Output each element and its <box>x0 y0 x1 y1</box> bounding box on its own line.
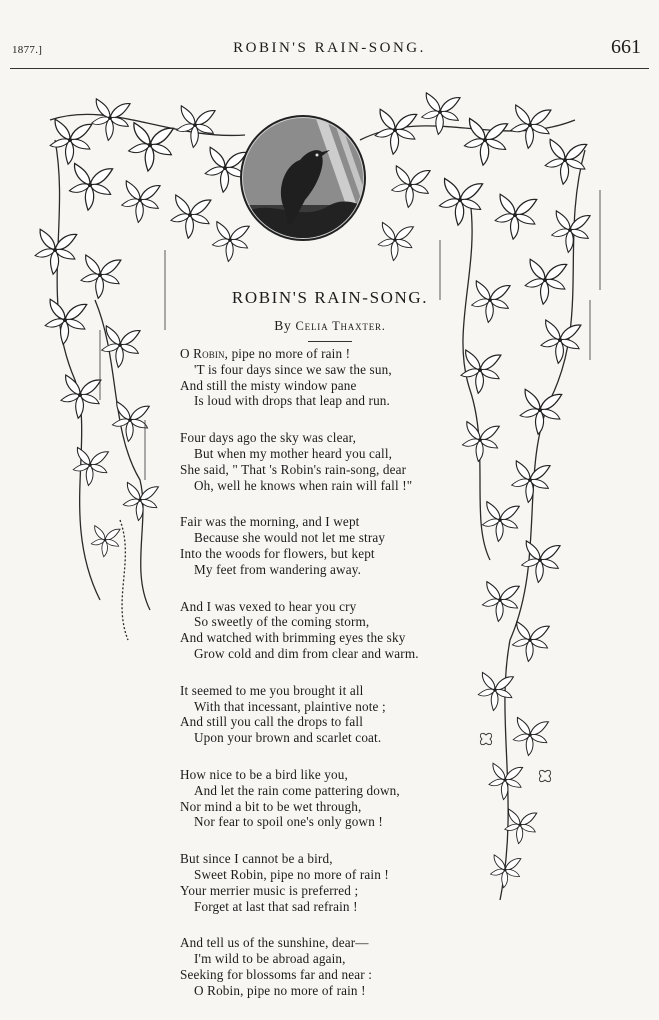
poem-line: And still the misty window pane <box>180 377 357 393</box>
poem-line: Upon your brown and scarlet coat. <box>194 730 382 746</box>
header-running-title: ROBIN'S RAIN-SONG. <box>233 40 426 56</box>
poem-line: And still you call the drops to fall <box>180 714 364 730</box>
poem-title: ROBIN'S RAIN-SONG. <box>231 288 429 307</box>
poem-line: O Robin, pipe no more of rain ! <box>180 346 351 361</box>
stanza <box>180 346 470 409</box>
stanza <box>180 935 470 998</box>
poem-line: Forget at last that sad refrain ! <box>194 898 358 914</box>
stanza <box>180 851 470 914</box>
poem-line: My feet from wandering away. <box>194 561 362 577</box>
header-page-number: 661 <box>611 36 641 58</box>
poem-line: Sweet Robin, pipe no more of rain ! <box>194 866 389 882</box>
poem-line: And I was vexed to hear you cry <box>180 598 357 614</box>
robin-bird-icon <box>240 110 375 255</box>
poem-line: Into the woods for flowers, but kept <box>180 545 375 561</box>
running-header <box>0 34 659 64</box>
poem-line: Four days ago the sky was clear, <box>180 430 357 446</box>
stanza <box>180 599 470 662</box>
poem-line: She said, " That 's Robin's rain-song, dear <box>180 461 407 477</box>
header-rule <box>10 68 649 69</box>
poem-line: 'T is four days since we saw the sun, <box>194 361 392 377</box>
poem-line: And watched with brimming eyes the sky <box>180 630 406 646</box>
poem-body <box>180 346 470 1020</box>
poem-line: And let the rain come pattering down, <box>194 782 400 798</box>
header-year: 1877.] <box>12 44 43 56</box>
poem-line: And tell us of the sunshine, dear— <box>180 935 369 951</box>
poem-line: Oh, well he knows when rain will fall !" <box>194 477 413 493</box>
byline-prefix: By <box>274 318 292 333</box>
poem-first-word: Robin <box>193 346 225 361</box>
poem-line: So sweetly of the coming storm, <box>194 614 370 630</box>
poem-line: With that incessant, plaintive note ; <box>194 698 386 714</box>
poem-line: Nor mind a bit to be wet through, <box>180 798 362 814</box>
stanza <box>180 430 470 493</box>
poem-line: How nice to be a bird like you, <box>180 766 348 782</box>
stanza <box>180 767 470 830</box>
poem-byline <box>150 318 510 334</box>
poem-line: But since I cannot be a bird, <box>180 851 333 867</box>
poem-line: Because she would not let me stray <box>194 530 386 546</box>
stanza <box>180 514 470 577</box>
poem-line: I'm wild to be abroad again, <box>194 951 346 967</box>
poem-author: Celia Thaxter. <box>295 319 386 333</box>
poem-line: It seemed to me you brought it all <box>180 682 364 698</box>
poem-line: But when my mother heard you call, <box>194 445 393 461</box>
poem-line: Fair was the morning, and I wept <box>180 514 360 530</box>
poem-line: Grow cold and dim from clear and warm. <box>194 645 419 661</box>
poem-line: Nor fear to spoil one's only gown ! <box>194 814 383 830</box>
poem-line: Seeking for blossoms far and near : <box>180 966 373 982</box>
poem-line: O Robin, pipe no more of rain ! <box>194 982 366 998</box>
title-rule <box>308 341 352 342</box>
stanza <box>180 683 470 746</box>
poem-line: Is loud with drops that leap and run. <box>194 393 391 409</box>
poem-line: Your merrier music is preferred ; <box>180 882 359 898</box>
butterfly-icon <box>480 733 550 781</box>
